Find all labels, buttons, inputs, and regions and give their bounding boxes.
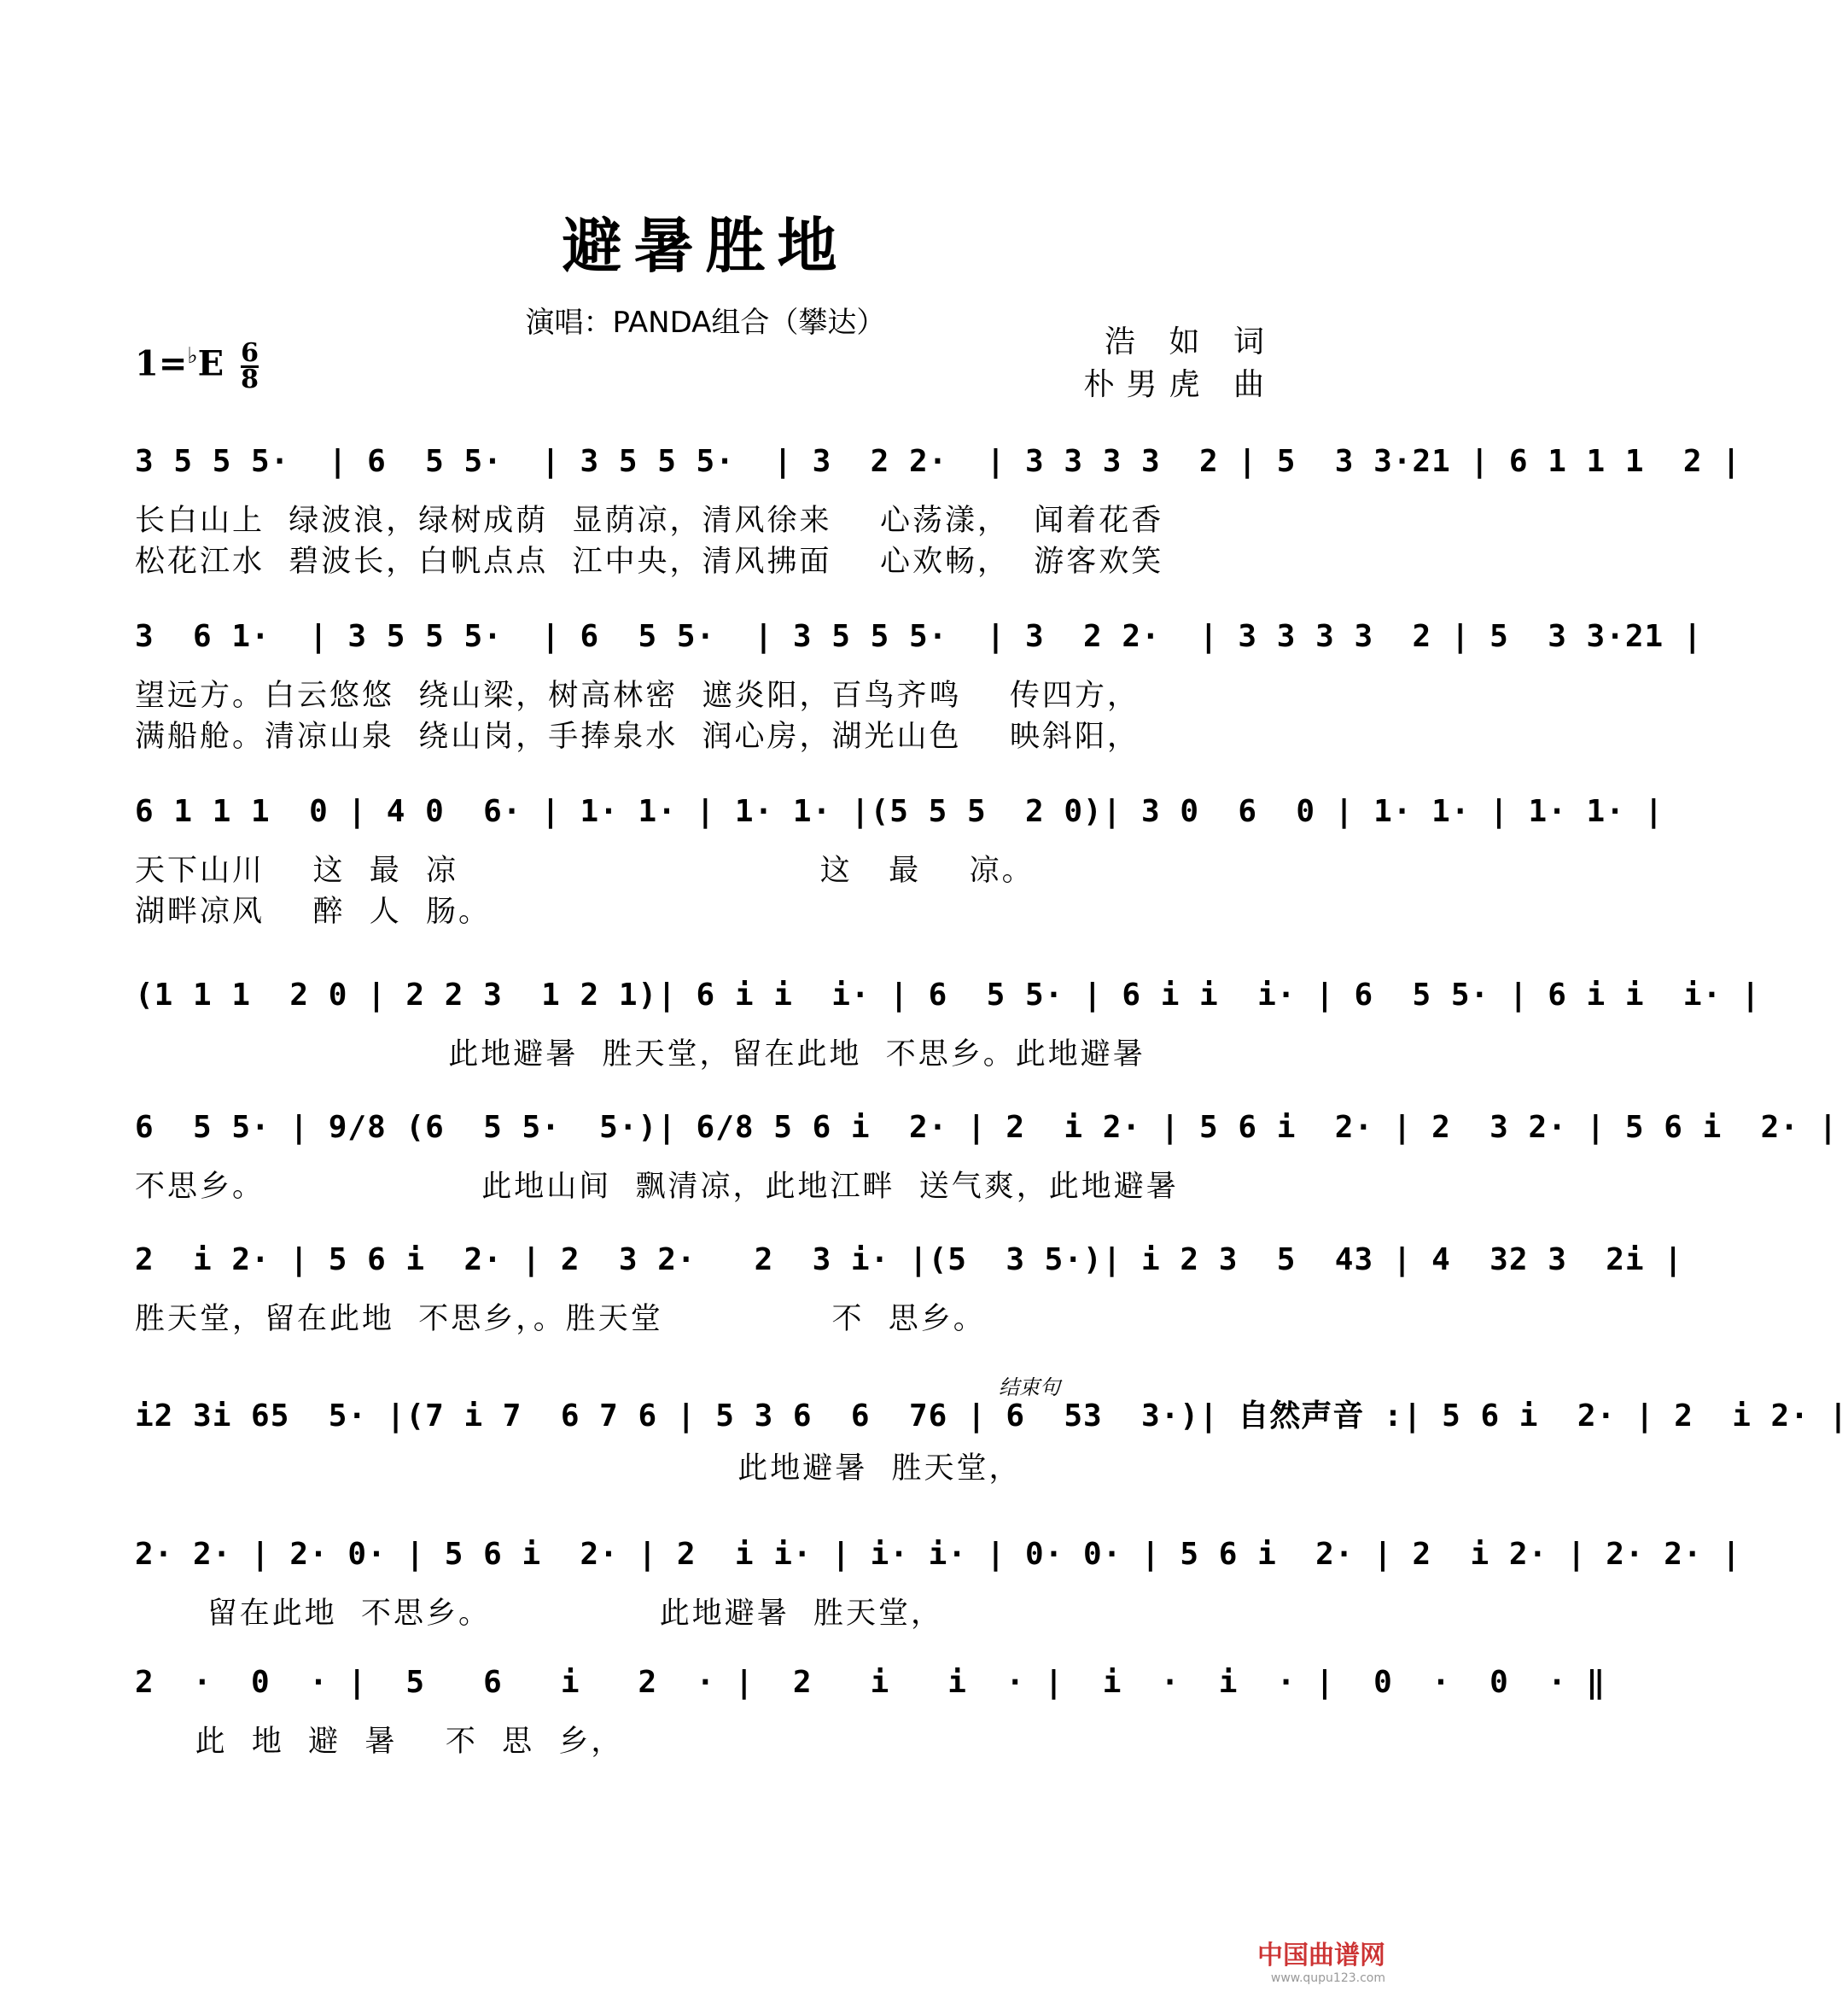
notation-line: 3 6 1· | 3 5 5 5· | 6 5 5· | 3 5 5 5· | 3 2 2· | 3 3 3 3 2 | 5 3 3·21 | (135, 619, 1703, 654)
score-system (135, 1537, 1741, 1634)
singer-line: 演唱：PANDA组合（攀达） (525, 306, 886, 340)
coda-badge: 结束句 (999, 1375, 1060, 1399)
score-system (135, 1392, 1848, 1489)
watermark (1257, 1934, 1385, 1985)
lyric-line: 此地避暑 胜天堂， (135, 1451, 1022, 1486)
lyric-line: 湖畔凉风 醉 人 肠。 (135, 895, 492, 929)
lyric-line: 满船舱。清凉山泉 绕山岗，手捧泉水 润心房，湖光山色 映斜阳， (135, 720, 1140, 754)
lyric-line: 胜天堂，留在此地 不思乡，。胜天堂 不 思乡。 (135, 1302, 986, 1336)
lyric-line: 天下山川 这 最 凉 这 最 凉。 (135, 854, 1035, 888)
notation-line: (1 1 1 2 0 | 2 2 3 1 2 1)| 6 i i i· | 6 5 5· | 6 i i i· | 6 5 5· | 6 i i i· | (135, 978, 1761, 1013)
time-num: 6 (241, 338, 259, 368)
notation-line: i2 3i 65 5· |(7 i 7 6 7 6 | 5 3 6 6 76 | 6 53 3·)| 自然声音 :| 5 6 i 2· | 2 i 2· | (135, 1398, 1848, 1434)
notation-line: 6 5 5· | 9/8 (6 5 5· 5·)| 6/8 5 6 i 2· | 2 i 2· | 5 6 i 2· | 2 3 2· | 5 6 i 2· | (135, 1110, 1839, 1145)
lyric-line: 长白山上 绿波浪，绿树成荫 显荫凉，清风徐来 心荡漾， 闻着花香 (135, 504, 1164, 538)
score-system (135, 794, 1664, 932)
notation-line: 2 i 2· | 5 6 i 2· | 2 3 2· 2 3 i· |(5 3 5·)| i 2 3 5 43 | 4 32 3 2i | (135, 1242, 1683, 1277)
score-system (135, 619, 1703, 757)
lyric-line: 此 地 避 暑 不 思 乡， (135, 1725, 624, 1759)
notation-line: 2 · 0 · | 5 6 i 2 · | 2 i i · | i · i · | 0 · 0 · ‖ (135, 1665, 1606, 1700)
notation-line: 6 1 1 1 0 | 4 0 6· | 1· 1· | 1· 1· |(5 5 5 2 0)| 3 0 6 0 | 1· 1· | 1· 1· | (135, 794, 1664, 829)
score-system (135, 444, 1741, 582)
key-note: E (197, 343, 224, 384)
lyricist-credit: 浩 如 词 (1105, 324, 1276, 359)
lyric-line: 此地避暑 胜天堂，留在此地 不思乡。此地避暑 (135, 1037, 1146, 1071)
lyric-line: 留在此地 不思乡。 此地避暑 胜天堂， (135, 1597, 944, 1631)
watermark-brand: 中国曲谱网 (1257, 1941, 1385, 1971)
score-system (135, 1110, 1839, 1207)
score-system (135, 1665, 1606, 1762)
score-system (135, 978, 1761, 1075)
lyric-line: 不思乡。 此地山间 飘清凉，此地江畔 送气爽，此地避暑 (135, 1170, 1179, 1204)
lyric-line: 望远方。白云悠悠 绕山梁，树高林密 遮炎阳，百鸟齐鸣 传四方， (135, 679, 1140, 713)
key-signature (135, 338, 259, 394)
time-den: 8 (241, 365, 259, 394)
notation-line: 3 5 5 5· | 6 5 5· | 3 5 5 5· | 3 2 2· | 3 3 3 3 2 | 5 3 3·21 | 6 1 1 1 2 | (135, 444, 1741, 479)
watermark-url: www.qupu123.com (1270, 1971, 1385, 1985)
score-system (135, 1242, 1683, 1340)
composer-credit: 朴男虎 曲 (1083, 367, 1276, 402)
time-signature (241, 338, 259, 394)
lyric-line: 松花江水 碧波长，白帆点点 江中央，清风拂面 心欢畅， 游客欢笑 (135, 545, 1164, 579)
flat-sign: ♭ (187, 343, 198, 370)
key-prefix: 1= (135, 343, 188, 384)
notation-line: 2· 2· | 2· 0· | 5 6 i 2· | 2 i i· | i· i· | 0· 0· | 5 6 i 2· | 2 i 2· | 2· 2· | (135, 1537, 1741, 1572)
page-title: 避暑胜地 (562, 211, 849, 281)
